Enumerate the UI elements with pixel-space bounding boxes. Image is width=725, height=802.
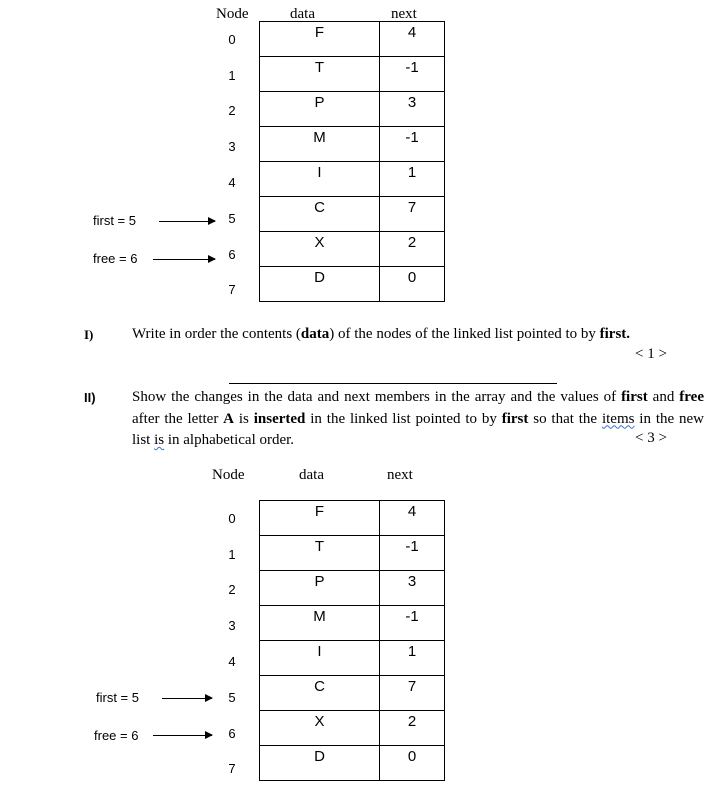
next-cell: 2 bbox=[380, 711, 445, 746]
arrow-right-icon bbox=[162, 698, 212, 699]
node-index: 0 bbox=[228, 32, 236, 47]
table-row bbox=[260, 232, 445, 267]
table-row bbox=[260, 676, 445, 711]
data-cell: C bbox=[260, 197, 380, 232]
first-pointer-label: first = 5 bbox=[96, 690, 139, 705]
data-cell: D bbox=[260, 746, 380, 781]
arrow-right-icon bbox=[153, 259, 215, 260]
free-pointer-label: free = 6 bbox=[93, 251, 138, 266]
next-header: next bbox=[391, 6, 417, 22]
next-cell: 4 bbox=[380, 501, 445, 536]
table-row bbox=[260, 606, 445, 641]
data-cell: M bbox=[260, 606, 380, 641]
answer-line bbox=[229, 383, 557, 384]
next-header: next bbox=[387, 467, 413, 483]
next-cell: -1 bbox=[380, 57, 445, 92]
node-index: 1 bbox=[228, 68, 236, 83]
table-row bbox=[260, 267, 445, 302]
first-pointer-label: first = 5 bbox=[93, 213, 136, 228]
node-index: 0 bbox=[228, 511, 236, 526]
marks-label: < 3 > bbox=[635, 430, 667, 446]
arrow-right-icon bbox=[159, 221, 215, 222]
table-row bbox=[260, 162, 445, 197]
data-cell: D bbox=[260, 267, 380, 302]
data-cell: T bbox=[260, 536, 380, 571]
node-index: 3 bbox=[228, 139, 236, 154]
node-index: 4 bbox=[228, 654, 236, 669]
node-index: 6 bbox=[228, 726, 236, 741]
table-row bbox=[260, 711, 445, 746]
next-cell: 2 bbox=[380, 232, 445, 267]
question-text: Write in order the contents (data) of the nodes of the linked list pointed to by first. bbox=[132, 326, 631, 342]
data-cell: I bbox=[260, 641, 380, 676]
array-table bbox=[259, 21, 445, 302]
arrow-right-icon bbox=[153, 735, 212, 736]
data-cell: C bbox=[260, 676, 380, 711]
next-cell: 3 bbox=[380, 92, 445, 127]
marks-label: < 1 > bbox=[635, 346, 667, 362]
question-number: I) bbox=[84, 327, 94, 342]
table-row bbox=[260, 536, 445, 571]
next-cell: 7 bbox=[380, 197, 445, 232]
table-row bbox=[260, 92, 445, 127]
data-cell: P bbox=[260, 92, 380, 127]
next-cell: 1 bbox=[380, 641, 445, 676]
next-cell: 4 bbox=[380, 22, 445, 57]
node-index: 5 bbox=[228, 211, 236, 226]
question-text: Show the changes in the data and next members in the array and the values of first and free after the letter A is inserted in the linked list pointed to by first so that the items in the new list is in alphabetical order. bbox=[132, 389, 704, 448]
table-row bbox=[260, 571, 445, 606]
data-cell: F bbox=[260, 22, 380, 57]
data-cell: P bbox=[260, 571, 380, 606]
data-header: data bbox=[290, 6, 315, 22]
node-index: 2 bbox=[228, 582, 236, 597]
node-index: 6 bbox=[228, 247, 236, 262]
next-cell: -1 bbox=[380, 606, 445, 641]
table-row bbox=[260, 127, 445, 162]
data-cell: I bbox=[260, 162, 380, 197]
node-index: 4 bbox=[228, 175, 236, 190]
data-cell: T bbox=[260, 57, 380, 92]
data-cell: M bbox=[260, 127, 380, 162]
table-row bbox=[260, 197, 445, 232]
table-row bbox=[260, 22, 445, 57]
free-pointer-label: free = 6 bbox=[94, 728, 139, 743]
data-cell: F bbox=[260, 501, 380, 536]
next-cell: -1 bbox=[380, 536, 445, 571]
table-row bbox=[260, 501, 445, 536]
question-number: II) bbox=[84, 390, 96, 405]
next-cell: 1 bbox=[380, 162, 445, 197]
next-cell: 0 bbox=[380, 267, 445, 302]
node-index: 2 bbox=[228, 103, 236, 118]
node-index: 5 bbox=[228, 690, 236, 705]
node-header: Node bbox=[212, 467, 245, 483]
next-cell: 3 bbox=[380, 571, 445, 606]
node-index: 7 bbox=[228, 282, 236, 297]
data-header: data bbox=[299, 467, 324, 483]
table-row bbox=[260, 746, 445, 781]
data-cell: X bbox=[260, 232, 380, 267]
node-index: 1 bbox=[228, 547, 236, 562]
data-cell: X bbox=[260, 711, 380, 746]
table-row bbox=[260, 641, 445, 676]
array-table bbox=[259, 500, 445, 781]
next-cell: 7 bbox=[380, 676, 445, 711]
next-cell: 0 bbox=[380, 746, 445, 781]
table-row bbox=[260, 57, 445, 92]
node-index: 7 bbox=[228, 761, 236, 776]
node-index: 3 bbox=[228, 618, 236, 633]
node-header: Node bbox=[216, 6, 249, 22]
next-cell: -1 bbox=[380, 127, 445, 162]
